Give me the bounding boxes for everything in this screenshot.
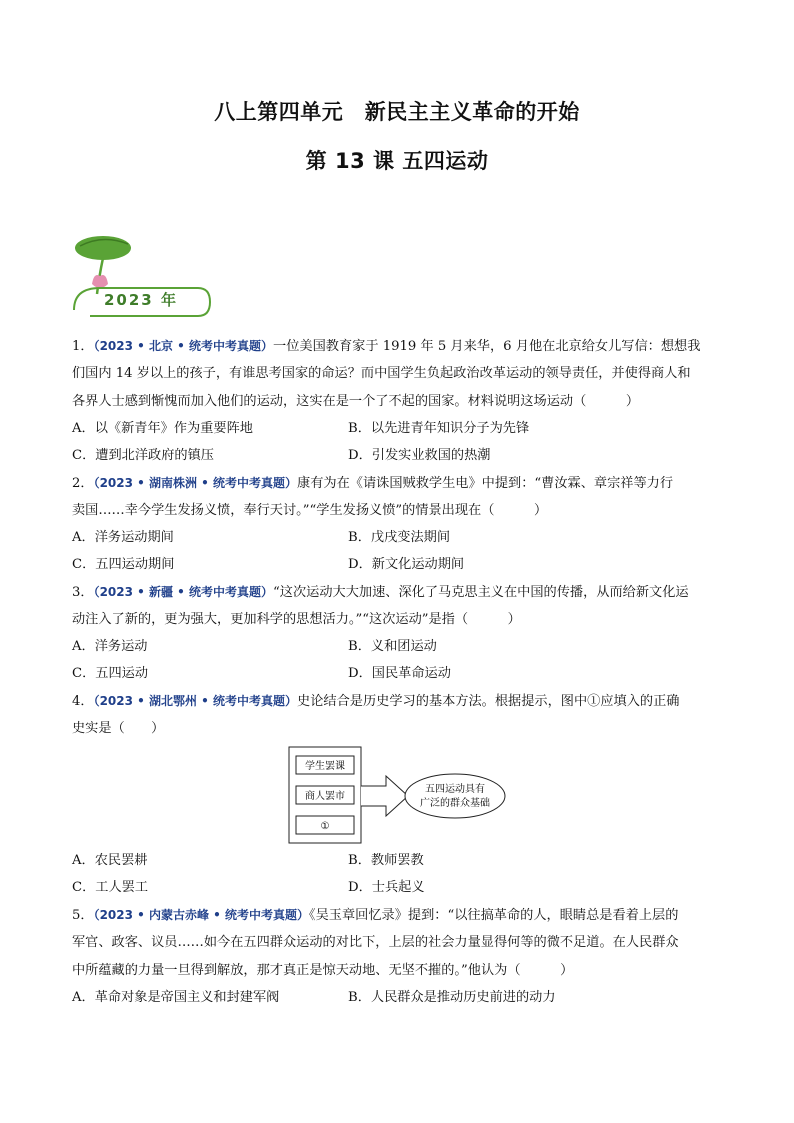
lesson-title: 第 13 课 五四运动 [305,149,489,173]
arrow-icon [361,776,408,816]
q4-option-d: D．士兵起义 [348,880,425,895]
diagram-ellipse [405,774,505,818]
q1-option-d: D．引发实业救国的热潮 [348,448,491,463]
q2-option-b: B．戊戌变法期间 [348,530,451,545]
question-source: （2023 • 新疆 • 统考中考真题） [93,585,274,599]
diagram-ellipse-text-2: 广泛的群众基础 [420,798,490,809]
q3-option-b: B．义和团运动 [348,639,437,654]
q5-option-b: B．人民群众是推动历史前进的动力 [348,990,556,1005]
question-1-line-1: 1．（2023 • 北京 • 统考中考真题）一位美国教育家于 1919 年 5 月来华，6 月他在北京给女儿写信：想想我 [72,339,701,354]
question-2-line-2: 卖国……幸今学生发扬义愤，奉行天讨。”“学生发扬义愤”的情景出现在（ ） [72,503,548,518]
q3-option-a: A．洋务运动 [72,639,148,654]
q4-option-b: B．教师罢教 [348,853,424,868]
question-1-line-2: 们国内 14 岁以上的孩子，有谁思考国家的命运？而中国学生负起政治改革运动的领导责任，并使得商人和 [72,366,691,381]
question-4-diagram [288,746,508,846]
q3-option-d: D．国民革命运动 [348,666,451,681]
question-3-line-2: 动注入了新的，更为强大，更加科学的思想活力。”“这次运动”是指（ ） [72,612,521,627]
question-3-line-1: 3．（2023 • 新疆 • 统考中考真题）“这次运动大大加速、深化了马克思主义在中国的传播，从而给新文化运 [72,585,689,600]
diagram-box-1-text: 学生罢课 [305,761,345,772]
q1-option-c: C．遭到北洋政府的镇压 [72,448,214,463]
question-4-line-2: 史实是（ ） [72,721,165,736]
q2-option-a: A．洋务运动期间 [72,530,174,545]
question-source: （2023 • 北京 • 统考中考真题） [93,339,274,353]
diagram-box-3-text: ① [320,821,330,832]
page-title: 八上第四单元 新民主主义革命的开始 [214,100,580,124]
q1-option-b: B．以先进青年知识分子为先锋 [348,421,530,436]
question-1-line-3: 各界人士感到惭愧而加入他们的运动，这实在是一个了不起的国家。材料说明这场运动（ ） [72,394,640,409]
q4-option-c: C．工人罢工 [72,880,149,895]
question-5-line-3: 中所蕴藏的力量一旦得到解放，那才真正是惊天动地、无坚不摧的。”他认为（ ） [72,963,574,978]
year-section-label: 2023 年 [104,291,178,309]
diagram-ellipse-text-1: 五四运动具有 [425,784,485,795]
question-source: （2023 • 湖北鄂州 • 统考中考真题） [93,694,298,708]
q2-option-d: D．新文化运动期间 [348,557,465,572]
q1-option-a: A．以《新青年》作为重要阵地 [72,421,253,436]
question-source: （2023 • 内蒙古赤峰 • 统考中考真题） [93,908,310,922]
q2-option-c: C．五四运动期间 [72,557,175,572]
question-5-line-1: 5．（2023 • 内蒙古赤峰 • 统考中考真题）《吴玉章回忆录》提到：“以往搞革命的人，眼睛总是看着上层的 [72,908,679,923]
q3-option-c: C．五四运动 [72,666,149,681]
q4-option-a: A．农民罢耕 [72,853,148,868]
diagram-box-2-text: 商人罢市 [305,791,345,802]
question-source: （2023 • 湖南株洲 • 统考中考真题） [93,476,298,490]
question-4-line-1: 4．（2023 • 湖北鄂州 • 统考中考真题）史论结合是历史学习的基本方法。根据提示，图中①应填入的正确 [72,694,680,709]
question-2-line-1: 2．（2023 • 湖南株洲 • 统考中考真题）康有为在《请诛国贼救学生电》中提到：“曹汝霖、章宗祥等力行 [72,476,674,491]
question-5-line-2: 军官、政客、议员……如今在五四群众运动的对比下，上层的社会力量显得何等的微不足道。在人民群众 [72,935,679,950]
q5-option-a: A．革命对象是帝国主义和封建军阀 [72,990,280,1005]
